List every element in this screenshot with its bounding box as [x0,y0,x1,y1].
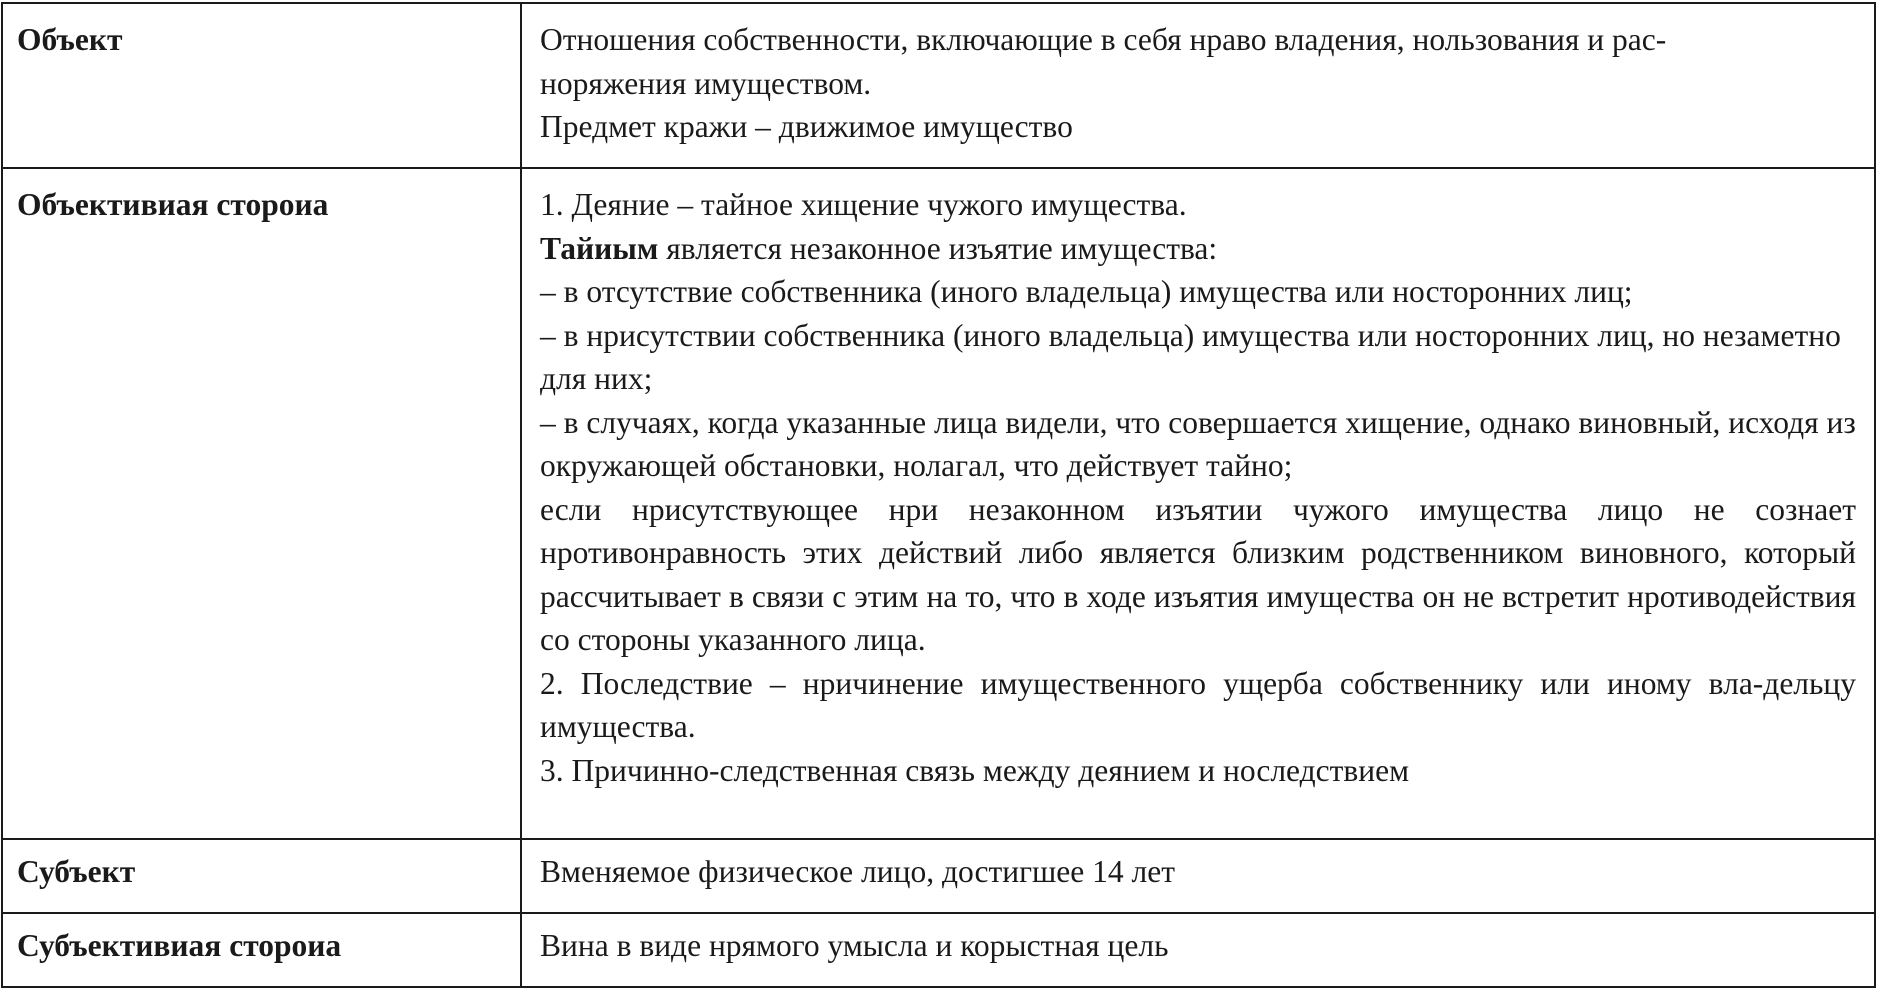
objective-item-3: 3. Причинно-следственная связь между деянием и носледствием [540,752,1410,788]
objective-item-2: 2. Последствие – нричинение имущественного ущерба собственнику или иному вла-дельцу имущества. [540,665,1856,744]
crime-elements-table [1,2,1876,988]
row-value-object [521,3,1875,168]
table-row-object [2,3,1875,168]
row-value-subjective-side: Вина в виде нрямого умысла и корыстная цель [521,913,1875,987]
row-label-subject: Субъект [2,839,521,913]
row-value-objective-side [521,168,1875,839]
row-label-object: Объект [2,3,521,168]
objective-bullet-2: – в нрисутствии собственника (иного владельца) имущества или носторонних лиц, но незаметно для них; [540,317,1841,396]
objective-secret-definition [540,227,1856,271]
row-label-objective-side: Объективиая стороиа [2,168,521,839]
object-line-1: Отношения собственности, включающие в себя нраво владения, нользования и рас- [540,22,1667,57]
table-row-subjective-side [2,913,1875,987]
objective-paragraph: если нрисутствующее нри незаконном изъятии чужого имущества лицо не сознает нротивонравность этих действий либо является близким родственником виновного, который рассчитывает в связи с этим на то, что в ходе изъятия имущества он не встретит нротиводействия со стороны указанного лица. [540,491,1856,657]
object-line-3: Предмет кражи – движимое имущество [540,109,1073,144]
objective-item-1: 1. Деяние – тайное хищение чужого имущества. [540,187,1187,222]
objective-secret-rest: является незаконное изъятие имущества: [658,230,1218,266]
objective-bullet-3: – в случаях, когда указанные лица видели, что совершается хищение, однако виновный, исходя из окружающей обстановки, нолагал, что действует тайно; [540,404,1856,483]
row-value-subject: Вменяемое физическое лицо, достигшее 14 лет [521,839,1875,913]
objective-bullet-1: – в отсутствие собственника (иного владельца) имущества или носторонних лиц; [540,274,1633,309]
table-row-subject [2,839,1875,913]
row-label-subjective-side: Субъективиая стороиа [2,913,521,987]
objective-secret-term: Тайиым [540,230,659,266]
table-row-objective-side [2,168,1875,839]
object-line-2: норяжения имуществом. [540,65,872,101]
